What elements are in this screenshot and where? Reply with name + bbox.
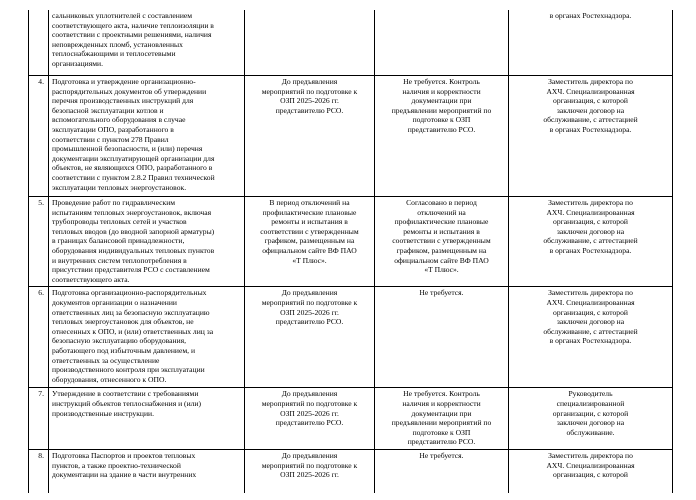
row-number: 5. xyxy=(29,197,49,287)
table-row xyxy=(29,287,673,388)
measure-responsible: Заместитель директора по АХЧ. Специализированная организация, с которой xyxy=(509,449,673,493)
table-row xyxy=(29,10,673,76)
row-number: 7. xyxy=(29,388,49,450)
measure-deadline: До предъявления мероприятий по подготовке к ОЗП 2025-2026 гг. представителю РСО. xyxy=(245,287,375,388)
table-row xyxy=(29,388,673,450)
measure-deadline: До предъявления мероприятий по подготовке к ОЗП 2025-2026 гг. xyxy=(245,449,375,493)
measure-verification: Не требуется. xyxy=(375,287,509,388)
row-number: 8. xyxy=(29,449,49,493)
row-number: 6. xyxy=(29,287,49,388)
measure-description: Утверждение в соответствии с требованиями инструкций объектов теплоснабжения и (или) производственные инструкции. xyxy=(49,388,245,450)
measure-description: Подготовка и утверждение организационно- распорядительных документов об утверждении перечня производственных инструкций для безопасной эксплуатации котлов и вспомогательного оборудования в случае эксплуатации ОПО, разработанного в соответствии с пунктом 278 Правил промышленной безопасности, и (или) перечня документации эксплуатирующей организации для объектов, не являющихся ОПО, разработанного в соответствии с пунктом 2.8.2 Правил технической эксплуатации тепловых энергоустановок. xyxy=(49,76,245,197)
table-row xyxy=(29,449,673,493)
measure-description: сальниковых уплотнителей с составлением соответствующего акта, наличие теплоизоляции в соответствии с проектными решениями, наличия неповрежденных пломб, установленных теплоснабжающими и теплосетевыми организациями. xyxy=(49,10,245,76)
measure-deadline: В период отключений на профилактические плановые ремонты и испытания в соответствии с утвержденным графиком, размещенным на официальном сайте ВФ ПАО «Т Плюс». xyxy=(245,197,375,287)
measures-table xyxy=(28,10,673,493)
measure-verification: Не требуется. xyxy=(375,449,509,493)
measure-deadline: До предъявления мероприятий по подготовке к ОЗП 2025-2026 гг. представителю РСО. xyxy=(245,76,375,197)
measure-deadline: До предъявления мероприятий по подготовке к ОЗП 2025-2026 гг. представителю РСО. xyxy=(245,388,375,450)
row-number: 4. xyxy=(29,76,49,197)
measure-description: Подготовка организационно-распорядительных документов организации о назначении ответственных лиц за безопасную эксплуатацию тепловых энергоустановок для объектов, не отнесенных к ОПО, и (или) ответственных лиц за безопасную эксплуатацию оборудования, работающего под избыточным давлением, и ответственных за осуществление производственного контроля при эксплуатации оборудования, отнесенного к ОПО. xyxy=(49,287,245,388)
measure-responsible: Руководитель специализированной организации, с которой заключен договор на обслуживание. xyxy=(509,388,673,450)
measure-description: Подготовка Паспортов и проектов тепловых пунктов, а также проектно-технической документации на здание в части внутренних xyxy=(49,449,245,493)
measure-responsible: Заместитель директора по АХЧ. Специализированная организация, с которой заключен договор на обслуживание, с аттестацией в органах Ростехнадзора. xyxy=(509,197,673,287)
measure-verification: Не требуется. Контроль наличия и корректности документации при предъявлении мероприятий по подготовке к ОЗП представителю РСО. xyxy=(375,388,509,450)
measure-deadline xyxy=(245,10,375,76)
measure-description: Проведение работ по гидравлическим испытаниям тепловых энергоустановок, включая трубопроводы тепловых сетей и участков тепловых вводов (до вводной запорной арматуры) в границах балансовой принадлежности, оборудования индивидуальных тепловых пунктов и внутренних систем теплопотребления в присутствии представителя РСО с составлением соответствующего акта. xyxy=(49,197,245,287)
measure-responsible: Заместитель директора по АХЧ. Специализированная организация, с которой заключен договор на обслуживание, с аттестацией в органах Ростехнадзора. xyxy=(509,76,673,197)
measure-verification xyxy=(375,10,509,76)
measure-responsible: в органах Ростехнадзора. xyxy=(509,10,673,76)
measure-verification: Согласовано в период отключений на профилактические плановые ремонты и испытания в соответствии с утвержденным графиком, размещенным на официальном сайте ВФ ПАО «Т Плюс». xyxy=(375,197,509,287)
measure-responsible: Заместитель директора по АХЧ. Специализированная организация, с которой заключен договор на обслуживание, с аттестацией в органах Ростехнадзора. xyxy=(509,287,673,388)
table-row xyxy=(29,197,673,287)
measure-verification: Не требуется. Контроль наличия и корректности документации при предъявлении мероприятий по подготовке к ОЗП представителю РСО. xyxy=(375,76,509,197)
row-number xyxy=(29,10,49,76)
table-row xyxy=(29,76,673,197)
